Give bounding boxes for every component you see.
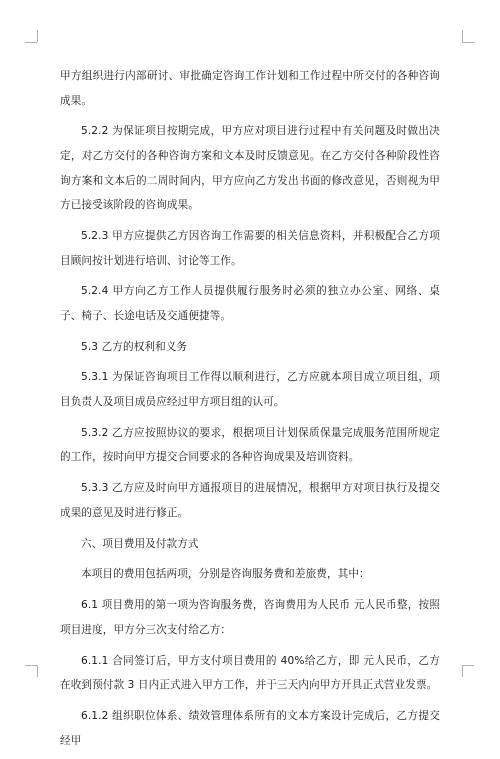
- crop-mark-top-left-h: [25, 42, 37, 43]
- paragraph: 本项目的费用包括两项，分别是咨询服务费和差旅费，其中：: [81, 568, 370, 581]
- crop-mark-bottom-left-h: [25, 665, 37, 666]
- crop-mark-top-right-h: [462, 42, 474, 43]
- paragraph: 5.3.1 为保证咨询项目工作得以顺利进行，乙方应就本项目成立项目组，项目负责人及项目成员应经过甲方项目组的认可。: [60, 371, 440, 409]
- paragraph: 5.3.2 乙方应按照协议的要求，根据项目计划保质保量完成服务范围所规定的工作，按时向甲方提交合同要求的各种咨询成果及培训资料。: [60, 426, 440, 464]
- paragraph: 6.1.1 合同签订后，甲方支付项目费用的 40%给乙方，即 元人民币，乙方在收到预付款 3 日内正式进入甲方工作，并于三天内向甲方开具正式营业发票。: [60, 654, 440, 692]
- paragraph: 5.2.2 为保证项目按期完成，甲方应对项目进行过程中有关问题及时做出决定，对乙方交付的各种咨询方案和文本及时反馈意见。在乙方交付各种阶段性咨询方案和文本后的二周时间内，甲方应向乙方发出书面的修改意见，否则视为甲方已接受该阶段的咨询成果。: [60, 125, 440, 212]
- paragraph: 5.2.4 甲方向乙方工作人员提供履行服务时必须的独立办公室、网络、桌子、椅子、长途电话及交通便捷等。: [60, 285, 440, 322]
- section-heading: 5.3 乙方的权利和义务: [81, 340, 188, 353]
- crop-mark-bottom-right-h: [462, 665, 474, 666]
- crop-mark-top-left-v: [37, 30, 38, 42]
- paragraph: 5.2.3 甲方应提供乙方因咨询工作需要的相关信息资料，并积极配合乙方项目顾问按计划进行培训、讨论等工作。: [60, 229, 440, 267]
- crop-mark-bottom-left-v: [37, 665, 38, 677]
- paragraph: 5.3.3 乙方应及时向甲方通报项目的进展情况，根据甲方对项目执行及提交成果的意见及时进行修正。: [60, 482, 440, 519]
- paragraph: 6.1 项目费用的第一项为咨询服务费，咨询费用为人民币 元人民币整，按照项目进度，甲方分三次支付给乙方：: [60, 599, 440, 636]
- paragraph: 6.1.2 组织职位体系、绩效管理体系所有的文本方案设计完成后，乙方提交经甲: [60, 709, 440, 747]
- crop-mark-bottom-right-v: [462, 665, 463, 677]
- document-body: [60, 64, 440, 759]
- crop-mark-top-right-v: [462, 30, 463, 42]
- paragraph: 甲方组织进行内部研讨、审批确定咨询工作计划和工作过程中所交付的各种咨询成果。: [60, 70, 440, 107]
- section-heading: 六、项目费用及付款方式: [81, 537, 199, 550]
